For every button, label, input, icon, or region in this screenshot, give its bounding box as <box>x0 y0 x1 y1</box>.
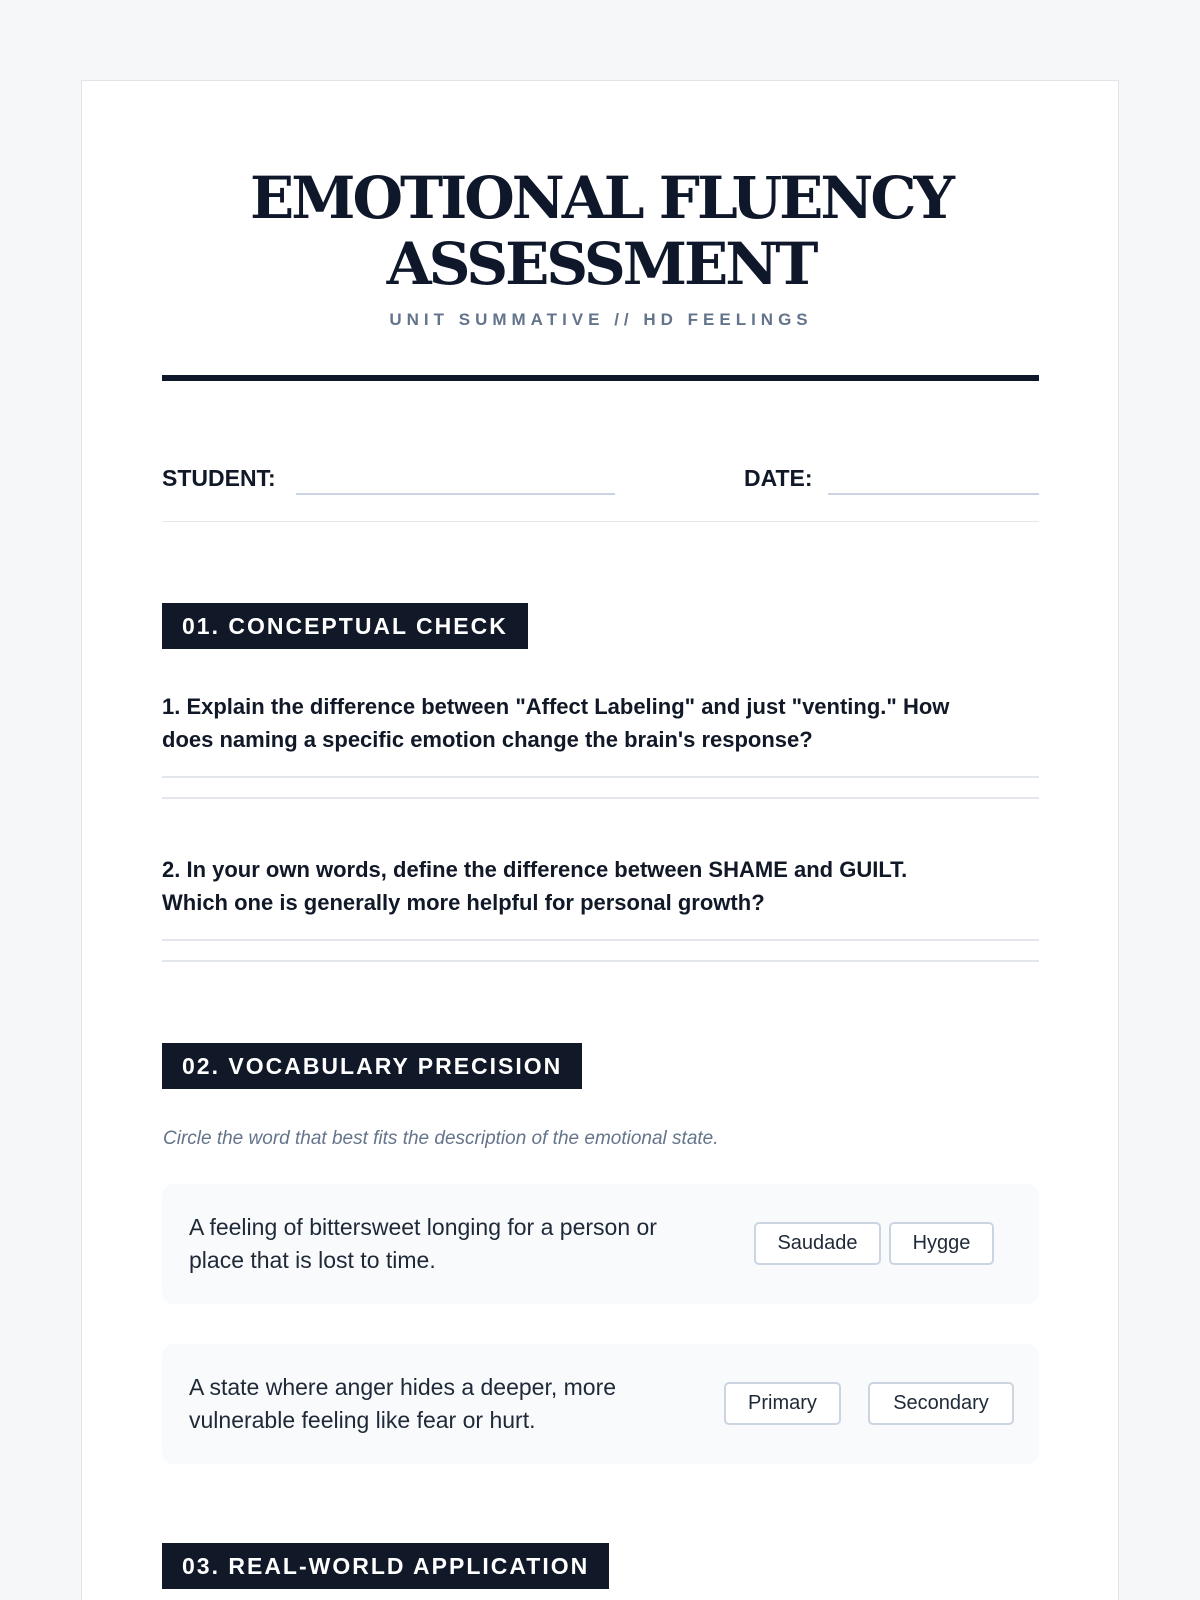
option-saudade[interactable]: Saudade <box>754 1222 881 1265</box>
description-line: place that is lost to time. <box>189 1247 436 1273</box>
section-heading-vocabulary-precision: 02. VOCABULARY PRECISION <box>162 1043 582 1089</box>
page-title <box>82 165 1120 297</box>
question-1 <box>162 690 1039 756</box>
question-1-line-1: 1. Explain the difference between "Affect Labeling" and just "venting." How <box>162 694 950 719</box>
option-hygge[interactable]: Hygge <box>889 1222 994 1265</box>
meta-divider <box>162 521 1039 522</box>
question-2-line-2: Which one is generally more helpful for personal growth? <box>162 890 765 915</box>
question-2-line-1: 2. In your own words, define the difference between SHAME and GUILT. <box>162 857 908 882</box>
vocabulary-instruction: Circle the word that best fits the description of the emotional state. <box>163 1128 719 1149</box>
answer-line[interactable] <box>162 776 1039 778</box>
student-name-field[interactable] <box>296 493 615 495</box>
vocabulary-item <box>162 1184 1039 1304</box>
title-line-2: ASSESSMENT <box>386 230 816 298</box>
description-line: A state where anger hides a deeper, more <box>189 1374 617 1400</box>
section-heading-real-world-application: 03. REAL-WORLD APPLICATION <box>162 1543 609 1589</box>
answer-line[interactable] <box>162 960 1039 962</box>
question-2 <box>162 853 1039 919</box>
option-secondary[interactable]: Secondary <box>868 1382 1014 1425</box>
question-1-line-2: does naming a specific emotion change the brain's response? <box>162 727 813 752</box>
vocabulary-item <box>162 1344 1039 1464</box>
title-divider <box>162 375 1039 381</box>
vocabulary-description <box>189 1211 657 1277</box>
answer-line[interactable] <box>162 939 1039 941</box>
description-line: A feeling of bittersweet longing for a person or <box>189 1214 657 1240</box>
description-line: vulnerable feeling like fear or hurt. <box>189 1407 536 1433</box>
answer-line[interactable] <box>162 797 1039 799</box>
student-label: STUDENT: <box>162 465 276 491</box>
section-heading-conceptual-check: 01. CONCEPTUAL CHECK <box>162 603 528 649</box>
page-subtitle: UNIT SUMMATIVE // HD FEELINGS <box>389 310 813 329</box>
date-field[interactable] <box>828 493 1039 495</box>
title-line-1: EMOTIONAL FLUENCY <box>250 164 952 232</box>
worksheet-page <box>81 80 1119 1600</box>
date-label: DATE: <box>744 465 813 491</box>
vocabulary-description <box>189 1371 616 1437</box>
option-primary[interactable]: Primary <box>724 1382 841 1425</box>
